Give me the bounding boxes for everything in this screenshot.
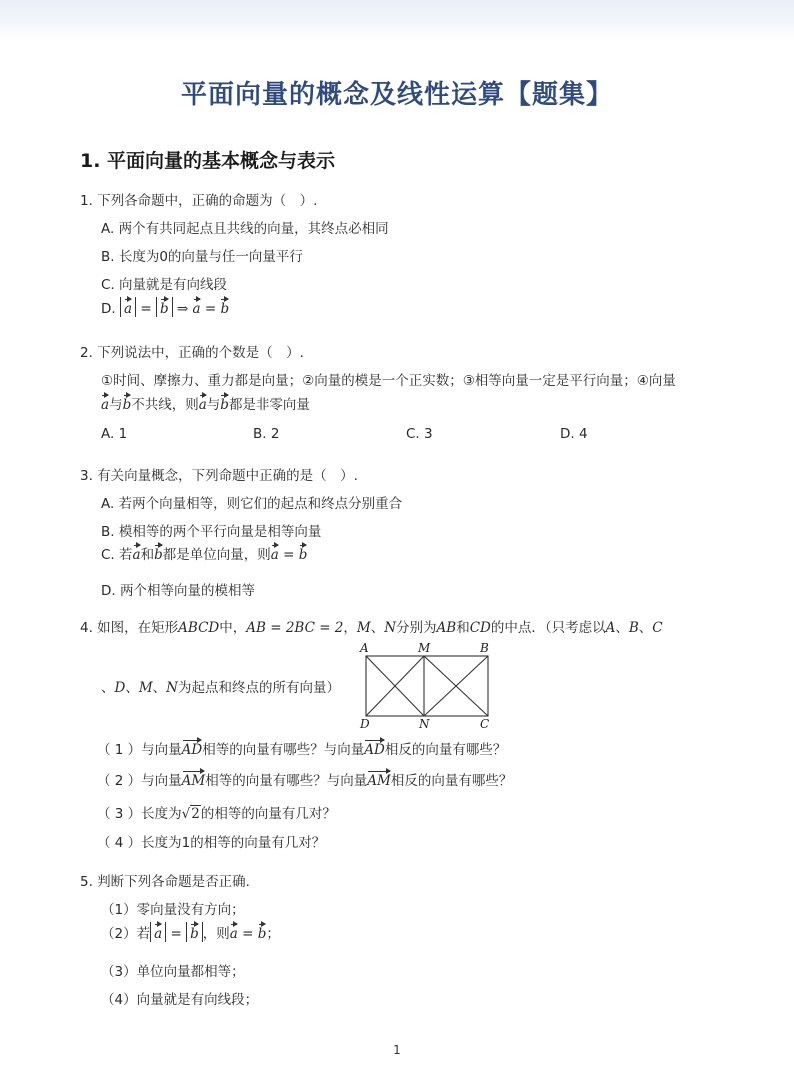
question-3-stem: 3. 有关向量概念，下列命题中正确的是（ ）.: [80, 468, 358, 484]
text: ，: [343, 620, 357, 636]
radicand: 2: [191, 806, 200, 822]
text: 的相等的向量有几对？: [200, 806, 336, 822]
page-number: 1: [393, 1043, 401, 1057]
text: ；: [266, 926, 280, 942]
abs-vector-b: [156, 297, 173, 317]
vector-a: a: [101, 393, 109, 413]
text: 、: [101, 680, 115, 696]
text: 、: [125, 680, 139, 696]
vector-ad: AD: [182, 738, 203, 758]
text: 、: [638, 620, 653, 636]
question-5-sub-4: （4）向量就是有向线段；: [101, 992, 259, 1008]
question-5-sub-3: （3）单位向量都相等；: [101, 964, 245, 980]
text: （ 2 ）与向量: [97, 773, 182, 789]
section-heading: 1. 平面向量的基本概念与表示: [80, 150, 336, 172]
text: 与: [206, 397, 221, 413]
question-4-sub-1: [97, 738, 506, 758]
label-d: D: [360, 717, 370, 731]
header-band: [0, 0, 794, 38]
math: N: [166, 680, 178, 696]
question-3-option-c: [101, 543, 307, 563]
question-5-sub-1: （1）零向量没有方向；: [101, 902, 245, 918]
vector-b: b: [299, 543, 308, 563]
math: AB: [436, 620, 457, 636]
question-1-option-b: B. 长度为0的向量与任一向量平行: [101, 249, 303, 265]
vector-a: a: [154, 922, 162, 942]
label-n: N: [419, 717, 430, 731]
equals-sign: =: [237, 926, 258, 942]
rectangle-figure: [358, 640, 498, 732]
question-3-option-d: D. 两个相等向量的模相等: [101, 583, 255, 599]
vector-b: b: [123, 393, 132, 413]
text: （ 3 ）长度为: [97, 806, 182, 822]
text: 为起点和终点的所有向量）: [177, 680, 340, 696]
text: ，则: [202, 926, 230, 942]
text: 和: [456, 620, 470, 636]
abs-vector-a: [150, 922, 166, 942]
text: （2）若: [101, 926, 151, 942]
question-2-stem: 2. 下列说法中，正确的个数是（ ）.: [80, 345, 304, 361]
vector-a: a: [271, 543, 279, 563]
page-title: 平面向量的概念及线性运算【题集】: [180, 80, 613, 110]
text: 与: [109, 397, 123, 413]
question-4-sub-2: [97, 769, 512, 789]
vector-b: b: [154, 543, 163, 563]
equals-sign: =: [200, 301, 221, 317]
math: M: [138, 680, 153, 696]
text: （ 1 ）与向量: [97, 742, 182, 758]
text: 、: [370, 620, 385, 636]
sqrt-2: √2: [181, 806, 200, 822]
label-m: M: [418, 641, 431, 655]
question-2-option-c: C. 3: [406, 426, 433, 442]
text: 相等的向量有哪些？与向量: [205, 773, 368, 789]
equals-sign: =: [136, 301, 156, 317]
text: 都是非零向量: [228, 397, 310, 413]
text: 不共线，则: [131, 397, 199, 413]
question-3-option-b: B. 模相等的两个平行向量是相等向量: [101, 524, 322, 540]
vector-a: a: [193, 297, 201, 317]
text: 4. 如图，在矩形: [80, 620, 179, 636]
question-4-sub-4: （ 4 ）长度为1的相等的向量有几对？: [97, 835, 326, 851]
math: N: [384, 620, 397, 636]
math: ABCD: [178, 620, 220, 636]
vector-am: AM: [182, 769, 206, 789]
abs-vector-a: [120, 297, 136, 317]
label-a: A: [360, 641, 369, 655]
implies-sign: ⇒: [172, 301, 193, 317]
math: D: [114, 680, 126, 696]
question-2-option-d: D. 4: [560, 426, 588, 442]
vector-b: b: [160, 297, 169, 317]
question-1-option-d: [101, 297, 229, 317]
vector-b: b: [220, 393, 229, 413]
question-1-option-a: A. 两个有共同起点且共线的向量，其终点必相同: [101, 221, 389, 237]
vector-ad: AD: [364, 738, 385, 758]
text: 的中点．（只考虑以: [490, 620, 606, 636]
label-b: B: [480, 641, 489, 655]
question-1-option-c: C. 向量就是有向线段: [101, 277, 228, 293]
vector-b: b: [190, 922, 199, 942]
question-4-stem-line2: [101, 676, 340, 696]
math: B: [628, 620, 639, 636]
question-2-text-line1: ①时间、摩擦力、重力都是向量；②向量的模是一个正实数；③相等向量一定是平行向量；④向量: [101, 373, 676, 389]
question-5-sub-2: [101, 922, 280, 942]
math: M: [356, 620, 371, 636]
question-2-option-b: B. 2: [253, 426, 280, 442]
text: 相等的向量有哪些？与向量: [202, 742, 365, 758]
text: 、: [615, 620, 629, 636]
rectangle-abcd: [366, 656, 488, 716]
question-2-text-line2: [101, 393, 310, 413]
abs-vector-b: [186, 922, 203, 942]
text: 相反的向量有哪些？: [390, 773, 513, 789]
math: A: [605, 620, 616, 636]
question-2-option-a: A. 1: [101, 426, 128, 442]
equals-sign: =: [278, 547, 299, 563]
label-c: C: [480, 717, 490, 731]
option-d-label: D.: [101, 301, 116, 317]
vector-b: b: [258, 922, 267, 942]
question-3-option-a: A. 若两个向量相等，则它们的起点和终点分别重合: [101, 496, 403, 512]
math: C: [652, 620, 663, 636]
vector-a: a: [230, 922, 238, 942]
vector-b: b: [220, 297, 229, 317]
question-4-sub-3: [97, 802, 336, 822]
question-5-stem: 5. 判断下列各命题是否正确．: [80, 874, 260, 890]
text: C. 若: [101, 547, 133, 563]
text: 分别为: [396, 620, 437, 636]
question-4-stem: [80, 616, 663, 636]
math: AB = 2BC = 2: [246, 620, 344, 636]
vector-a: a: [133, 543, 141, 563]
math: CD: [469, 620, 491, 636]
vector-am: AM: [367, 769, 391, 789]
equals-sign: =: [166, 926, 187, 942]
vector-a: a: [199, 393, 207, 413]
question-1-stem: 1. 下列各命题中，正确的命题为（ ）.: [80, 193, 318, 209]
text: 、: [152, 680, 167, 696]
text: 都是单位向量，则: [162, 547, 271, 563]
text: 中，: [219, 620, 247, 636]
text: 和: [140, 547, 155, 563]
text: 相反的向量有哪些？: [384, 742, 507, 758]
vector-a: a: [124, 297, 132, 317]
